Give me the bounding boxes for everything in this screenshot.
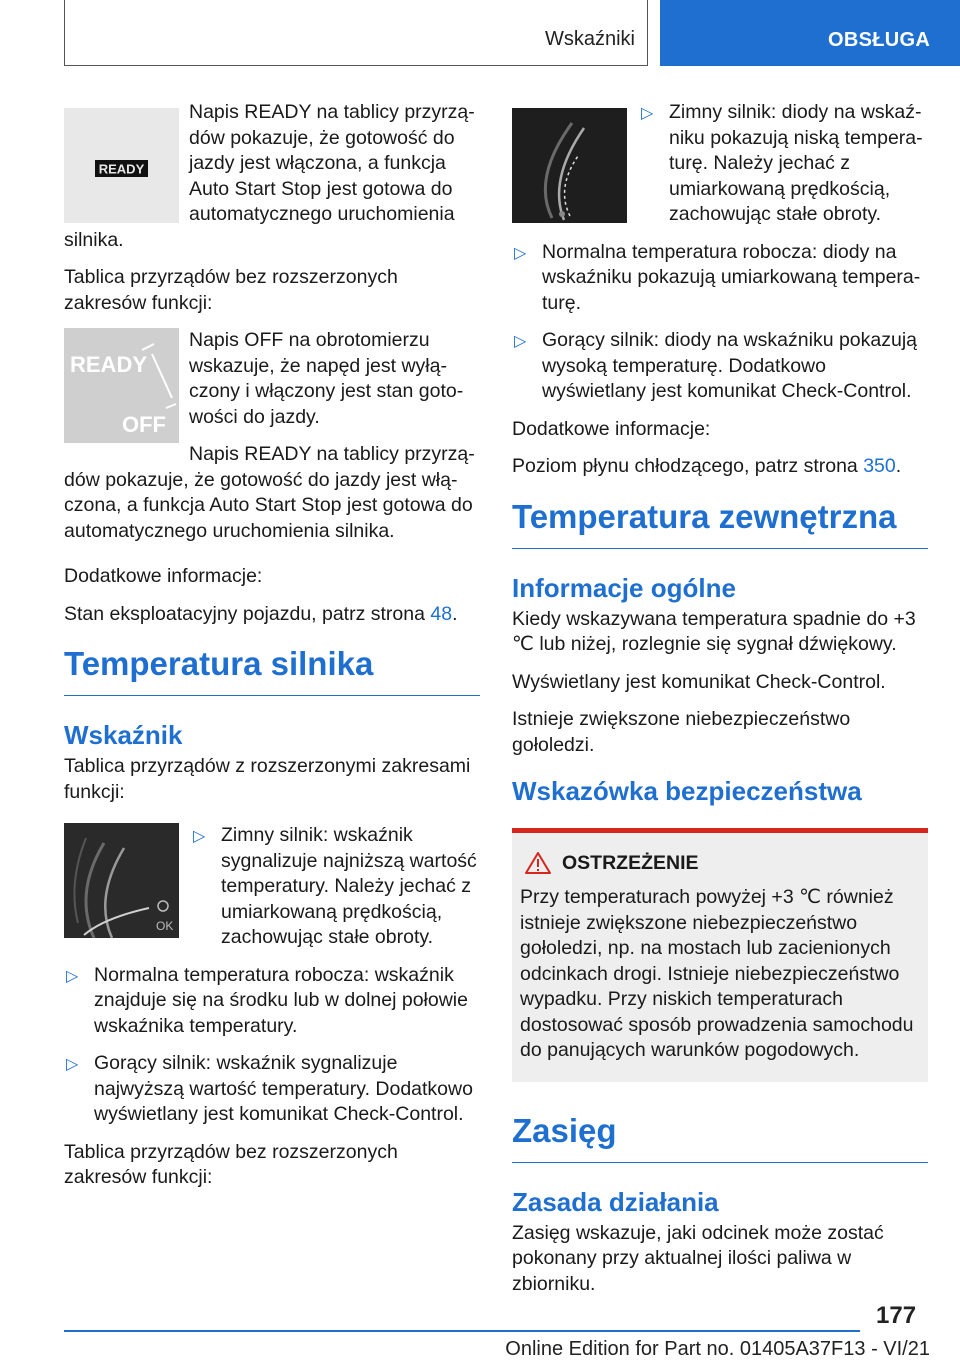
header-section-label: Wskaźniki (544, 28, 635, 50)
footer-divider (64, 1330, 860, 1332)
paragraph-with-extended: Tablica przyrządów z rozszerzonymi zakresami funkcji: (64, 755, 471, 803)
bullet-hot-engine-basic: ▷ Gorący silnik: diody na wskaźniku pokazują wysoką temperaturę. Dodatkowo wyświetlany jest komunikat Check-Control. (514, 329, 918, 402)
ready-off-image (64, 328, 179, 443)
bullet-normal-temperature: ▷ Normalna temperatura robocza: wskaźnik znajduje się na środku lub w dolnej połowie wskaźnika temperatury. (66, 963, 468, 1037)
gauge-ok-text: OK (156, 919, 174, 933)
bullet-marker-icon: ▷ (514, 244, 527, 262)
bullet-marker-icon: ▷ (66, 1056, 79, 1073)
paragraph-operating-state-ref: Stan eksploatacyjny pojazdu, patrz strona 48. (64, 602, 458, 625)
header-section-tab (64, 0, 648, 66)
bullet-cold-engine-basic: ▷ Zimny silnik: diody na wskaźniku pokazują niską temperaturę. Należy jechać z umiarkowaną prędkością, zachowując stałe obroty. (641, 101, 923, 225)
bullet-marker-icon: ▷ (641, 105, 654, 122)
paragraph-off-indicator: Napis OFF na obrotomierzu wskazuje, że napęd jest wyłączony i włączony jest stan gotowości do jazdy. (189, 329, 464, 428)
header-chapter-label: OBSŁUGA (828, 29, 931, 51)
footer-edition: Online Edition for Part no. 01405A37F13 - VI/21 (505, 1338, 930, 1360)
bullet-marker-icon: ▷ (193, 828, 206, 845)
bullet-normal-temperature-basic: ▷ Normalna temperatura robocza: diody na wskaźniku pokazują umiarkowaną temperaturę. (514, 240, 921, 314)
bullet-hot-engine: ▷ Gorący silnik: wskaźnik sygnalizuje najwyższą wartość temperatury. Dodatkowo wyświetlany jest komunikat Check-Control. (66, 1052, 473, 1125)
heading-outside-temperature: Temperatura zewnętrzna (512, 498, 928, 549)
paragraph-without-extended-2: Tablica przyrządów bez rozszerzonych zakresów funkcji: (64, 1140, 398, 1188)
warning-text: Przy temperaturach powyżej +3 ℃ również istnieje zwiększone niebezpieczeństwo gołoledzi, np. na mostach lub zacienionych odcinkach drogi. Istnieje niebezpieczeństwo wypadku. Przy niskich temperaturach dostosować sposób prowadzenia samochodu do panujących warunków pogodowych. (520, 886, 914, 1061)
ready-badge-text: READY (98, 161, 145, 177)
link-page-350[interactable]: 350 (863, 455, 896, 477)
paragraph-range-description: Zasięg wskazuje, jaki odcinek może zostać pokonany przy aktualnej ilości paliwa w zbiorniku. (512, 1221, 884, 1295)
ready-off-top-text: READY (70, 352, 148, 377)
paragraph-ice-risk: Istnieje zwiększone niebezpieczeństwo gołoledzi. (512, 708, 851, 756)
bullet-marker-icon: ▷ (514, 333, 527, 350)
paragraph-additional-info-label-2: Dodatkowe informacje: (512, 417, 711, 440)
paragraph-temp-threshold: Kiedy wskazywana temperatura spadnie do +3 ℃ lub niżej, rozlegnie się sygnał dźwiękowy. (512, 607, 916, 655)
warning-box (512, 828, 928, 1082)
ready-indicator-image (64, 108, 179, 223)
paragraph-check-control: Wyświetlany jest komunikat Check-Control. (512, 670, 886, 693)
link-page-48[interactable]: 48 (430, 602, 453, 625)
paragraph-coolant-ref: Poziom płynu chłodzącego, patrz strona 350. (512, 455, 902, 477)
right-column (512, 100, 928, 1309)
heading-safety-note: Wskazówka bezpieczeństwa (512, 776, 862, 806)
bullet-cold-engine: ▷ Zimny silnik: wskaźnik sygnalizuje najniższą wartość temperatury. Należy jechać z umiarkowaną prędkością, zachowując stałe obroty. (193, 824, 477, 948)
heading-general-info: Informacje ogólne (512, 572, 736, 603)
warning-triangle-icon (524, 851, 552, 875)
heading-engine-temperature: Temperatura silnika (64, 645, 480, 696)
paragraph-additional-info-label: Dodatkowe informacje: (64, 565, 263, 587)
paragraph-ready-basic: Napis READY na tablicy przyrządów pokazuje, że gotowość do jazdy jest włączona, a funkcja Auto Start Stop jest gotowa do automatycznego uruchomienia silnika. (64, 443, 475, 542)
heading-indicator: Wskaźnik (64, 720, 183, 750)
temperature-gauge-image-extended (64, 823, 179, 938)
left-column (64, 100, 480, 1203)
heading-how-it-works: Zasada działania (512, 1186, 719, 1217)
heading-range: Zasięg (512, 1112, 928, 1163)
paragraph-ready-extended: Napis READY na tablicy przyrządów pokazuje, że gotowość do jazdy jest włączona, a funkcja Auto Start Stop jest gotowa do automatycznego uruchomienia silnika. (64, 101, 475, 251)
header-chapter-tab (660, 0, 960, 66)
paragraph-without-extended-1: Tablica przyrządów bez rozszerzonych zakresów funkcji: (64, 266, 398, 314)
bullet-marker-icon: ▷ (66, 967, 79, 985)
temperature-gauge-image-basic (512, 108, 627, 223)
ready-off-bottom-text: OFF (122, 412, 166, 437)
page-number: 177 (876, 1302, 917, 1329)
warning-title: OSTRZEŻENIE (520, 851, 920, 875)
